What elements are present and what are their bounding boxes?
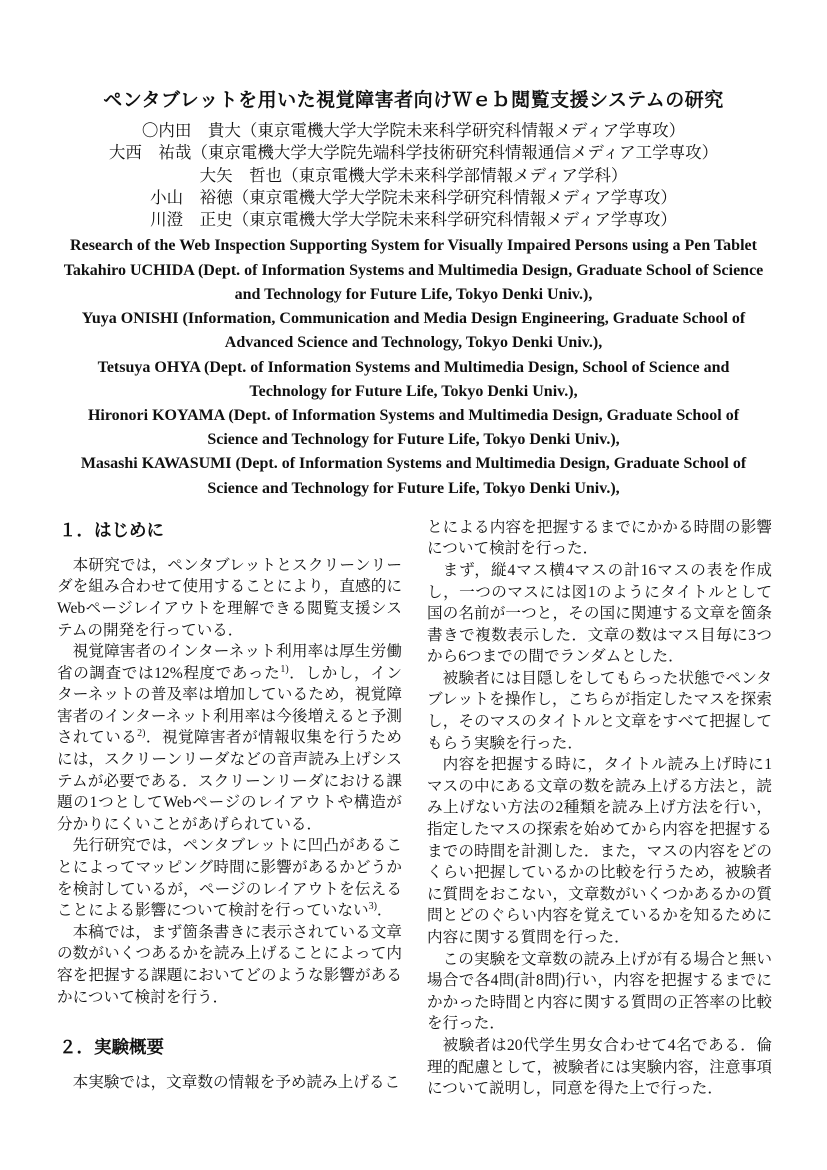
english-title-author-block [64, 234, 764, 500]
section-2-paragraph-5: この実験を文章数の読み上げが有る場合と無い場合で各4問(計8問)行い，内容を把握するまでにかかった時間と内容に関する質問の正答率の比較を行った． [427, 950, 772, 1033]
section-1-paragraph-4: 本稿では，まず箇条書きに表示されている文章の数がいくつあるかを読み上げることによって内容を把握する課題においてどのような影響があるかについて検討を行う． [57, 923, 402, 1006]
section-1-paragraph-2 [57, 641, 402, 835]
author-line-en-5: Masashi KAWASUMI (Dept. of Information Systems and Multimedia Design, Graduate School of Science and Technology for Future Life, Tokyo Denki Univ.), [80, 455, 747, 497]
author-line-en-2: Yuya ONISHI (Information, Communication and Media Design Engineering, Graduate School of Advanced Science and Technology, Tokyo Denki Univ.), [81, 310, 746, 352]
paragraph-text: ． [376, 902, 393, 920]
author-line-en-4: Hironori KOYAMA (Dept. of Information Systems and Multimedia Design, Graduate School of Science and Technology for Future Life, Tokyo Denki Univ.), [87, 406, 740, 449]
author-line-jp-5: 川澄 正史（東京電機大学大学院未来科学研究科情報メディア学専攻） [150, 211, 677, 230]
section-2-paragraph-4: 内容を把握する時に，タイトル読み上げ時に1マスの中にある文章の数を読み上げる方法と，読み上げない方法の2種類を読み上げ方法を行い，指定したマスの探索を始めてから内容を把握するまでの時間を計測した．また，マスの内容をどのくらい把握しているかの比較を行うため，被験者に質問をおこない，文章数がいくつかあるかの質問とどのぐらい内容を覚えているかを知るために内容に関する質問を行った． [427, 756, 772, 946]
left-column [57, 517, 402, 1100]
section-2-paragraph-1-continued: とによる内容を把握するまでにかかる時間の影響について検討を行った． [427, 518, 772, 558]
author-line-jp-3: 大矢 哲也（東京電機大学未来科学部情報メディア学科） [199, 166, 628, 185]
paragraph-text: ．視覚障害者が情報収集を行うためには，スクリーンリーダなどの音声読み上げシステムが必要である．スクリーンリーダにおける課題の1つとしてWebページのレイアウトや構造が分かりにくいことがあげられている． [57, 729, 402, 833]
section-1-paragraph-3 [57, 835, 402, 921]
paper-title-english: Research of the Web Inspection Supporting System for Visually Impaired Persons using a Pen Tablet [70, 237, 757, 255]
reference-mark-3: 3) [368, 901, 377, 913]
author-line-jp-2: 大西 祐哉（東京電機大学大学院先端科学技術研究科情報通信メディア工学専攻） [108, 144, 719, 163]
paper-title-japanese: ペンタブレットを用いた視覚障害者向けＷｅｂ閲覧支援システムの研究 [103, 90, 724, 111]
author-line-jp-4: 小山 裕徳（東京電機大学大学院未来科学研究科情報メディア学専攻） [150, 188, 677, 207]
author-line-en-3: Tetsuya OHYA (Dept. of Information Systems and Multimedia Design, School of Science and Technology for Future Life, Tokyo Denki Univ.), [97, 358, 730, 400]
two-column-body [0, 501, 827, 1100]
japanese-author-list [0, 120, 827, 231]
reference-mark-2: 2) [137, 728, 146, 740]
section-2-paragraph-1-left: 本実験では，文章数の情報を予め読み上げるこ [72, 1074, 401, 1092]
author-line-en-1: Takahiro UCHIDA (Dept. of Information Systems and Multimedia Design, Graduate School of Science and Technology for Future Life, Tokyo Denki Univ.), [63, 261, 764, 303]
section-2-paragraph-6: 被験者は20代学生男女合わせて4名である．倫理的配慮として，被験者には実験内容，注意事項について説明し，同意を得た上で行った． [427, 1036, 772, 1098]
section-1-heading: １．はじめに [59, 519, 164, 540]
reference-mark-1: 1) [280, 663, 289, 675]
section-2-paragraph-3: 被験者には目隠しをしてもらった状態でペンタブレットを操作し，こちらが指定したマスを探索し，そのマスのタイトルと文章をすべて把握してもらう実験を行った． [427, 669, 772, 752]
section-1-paragraph-1: 本研究では，ペンタブレットとスクリーンリーダを組み合わせて使用することにより，直感的にWebページレイアウトを理解できる閲覧支援システムの開発を行っている． [57, 556, 402, 639]
paragraph-text: 先行研究では，ペンタブレットに凹凸があることによってマッピング時間に影響があるかどうかを検討しているが，ページのレイアウトを伝えることによる影響について検討を行っていない [57, 837, 402, 920]
right-column [427, 517, 772, 1100]
section-2-paragraph-2: まず，縦4マス横4マスの計16マスの表を作成し，一つのマスには図1のようにタイトルとして国の名前が一つと，その国に関連する文章を箇条書きで複数表示した．文章の数はマス目毎に3つから6つまでの間でランダムとした． [427, 561, 772, 666]
paragraph-text: ．しかし，インターネットの普及率は増加しているため，視覚障害者のインターネット利用率は今後増えると予測されている [57, 664, 402, 747]
author-line-jp-1: 〇内田 貴大（東京電機大学大学院未来科学研究科情報メディア学専攻） [141, 122, 686, 140]
section-2-heading: ２．実験概要 [59, 1037, 164, 1058]
paragraph-text: 視覚障害者のインターネット利用率は厚生労働省の調査では12%程度であった [57, 643, 402, 682]
